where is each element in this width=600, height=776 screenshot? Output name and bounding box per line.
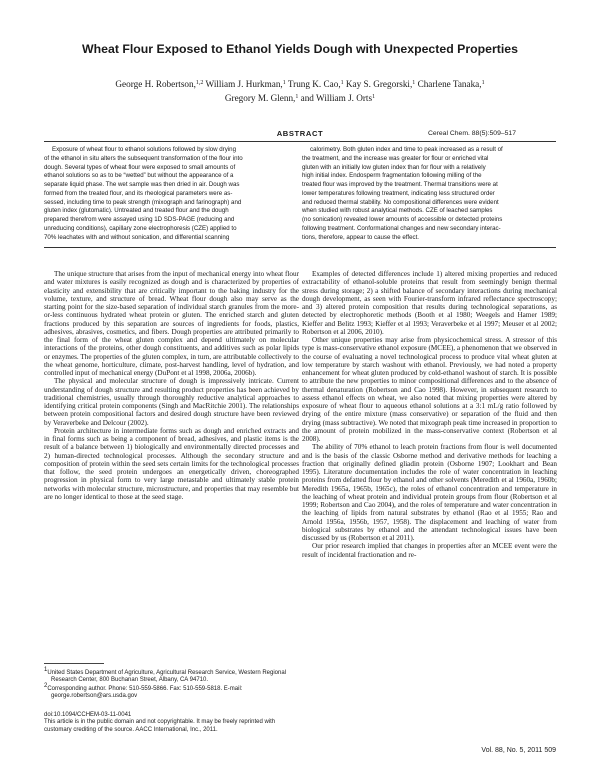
abstract-line: dough. Several types of wheat flour were exposed to small amounts of — [44, 163, 236, 171]
abstract-line: of the ethanol in situ alters the subsequent transformation of the flour into — [44, 154, 243, 162]
abstract-line: treated flour was improved by the treatment. Thermal transitions were at — [302, 181, 498, 188]
body-paragraph: Other unique properties may arise from physicochemical stress. A stressor of this type is mass-conservative ethanol exposure (MCEE), a phenomenon that we observed in the course of evaluating a novel technological process to produce vital wheat gluten at low temperature by starch washout with ethanol. Previously, we had noted a property enhancement for wheat gluten produced by cold-ethanol washout of starch. It is possible to attribute the new properties to minor compositional differences and to the absence of thermal denaturation (Robertson and Cao 1998). However, in subsequent research to assess ethanol effects on wheat, we also noted that mixing properties were altered by exposure of wheat flour to aqueous ethanol solutions at a 3:1 mL/g ratio followed by drying of the entire mixture (mass conservative) or separation of the fluid and then drying (mass subtractive). We noted that mixograph peak time increased in proportion to the amount of protein mobilized in the mass-conservative context (Robertson et al 2008). — [302, 336, 557, 443]
doi-line: doi:10.1094/CCHEM-03-11-0041 — [44, 712, 132, 718]
body-paragraph: The ability of 70% ethanol to leach protein fractions from flour is well documented and is the basis of the classic Osborne method and derivative methods for leaching a fraction that originally defined gliadin protein (Osborne 1907; Lookhart and Bean 1995). Literature documentation includes the role of water concentration in leaching proteins from defatted flour by ethanol and other solvents (Meredith et al 1960a, 1960b; Meredith 1965a, 1965b, 1965c), the roles of ethanol concentration and temperature in the leaching of wheat protein and individual protein groups from flour (Robertson et al 1999; Robertson and Cao 2004), and the roles of temperature and water concentration in the leaching of lipids from natural substrates by ethanol (Rao et al 1955; Rao and Arnold 1956a, 1956b, 1957, 1958). The displacement and leaching of water from biological substrates by ethanol and the attendant technological issues have been discussed by us (Robertson et al 2011). — [302, 443, 557, 542]
body-paragraph: The unique structure that arises from the input of mechanical energy into wheat flour and water mixtures is easily recognized as dough and is characterized by properties of elasticity and extensibility that are critically important to the baking industry for the volume, texture, and structure of bread. Wheat flour dough also may serve as the starting point for the size-based separation of individual starch granules from the more-or-less continuous hydrated wheat protein or gluten. The enriched starch and gluten fractions produced by this separation are sources of ingredients for foods, plastics, adhesives, abrasives, cosmetics, and fibers. Dough properties are attributed primarily to the final form of the wheat gluten complex and depend ultimately on molecular interactions of the proteins, other dough constituents, and additives such as polar lipids or enzymes. The properties of the gluten complex, in turn, are attributable collectively to the wheat genome, horticulture, climate, post-harvest handling, level of hydration, and controlled input of mechanical energy (DuPont et al 1998, 2006a, 2006b). — [44, 270, 299, 377]
abstract-line: gluten with an initially low gluten index than for flour with a relatively — [302, 163, 486, 171]
abstract-line: (no sonication) revealed lower amounts of accessible or detected proteins — [302, 216, 503, 223]
abstract-line: 70% leachates with and without sonication, and differential scanning — [44, 233, 230, 241]
abstract-line: formed from the treated flour, and its rheological parameters were as- — [44, 189, 233, 197]
author-affiliation-mark: 1 — [282, 80, 286, 86]
abstract-line: lower temperatures following treatment, indicating less structured order — [302, 189, 495, 197]
abstract-line: gluten index (glutomatic). Untreated and treated flour and the dough — [44, 207, 229, 215]
abstract-line: calorimetry. Both gluten index and time to peak increased as a result of — [310, 146, 503, 153]
footnote — [44, 667, 300, 685]
abstract-line: the treatment, and the increase was greater for flour or enriched vital — [302, 154, 489, 162]
footnote-text: United States Department of Agriculture, Agricultural Research Service, Western Regional Research Center, 800 Buchanan Street, Albany, CA 94710. — [47, 670, 287, 684]
abstract-header — [0, 127, 600, 140]
author-name: Trung K. Cao, — [285, 79, 341, 89]
abstract-left-column — [44, 146, 298, 242]
author-affiliation-mark: 1 — [481, 80, 485, 86]
body-left-column — [44, 270, 299, 501]
author-name: George H. Robertson, — [115, 79, 196, 89]
body-paragraph: Our prior research implied that changes in properties after an MCEE event were the result of incidental fractionation and re- — [302, 542, 557, 559]
author-name: and William J. Orts — [298, 92, 373, 103]
body-right-column — [302, 270, 557, 559]
abstract-top-rule — [44, 141, 556, 142]
abstract-bottom-rule — [44, 247, 556, 248]
footnote-text: Corresponding author. Phone: 510-559-5866. Fax: 510-559-5818. E-mail: george.robertson@ars.usda.gov — [47, 685, 243, 699]
abstract-line: separate liquid phase. The wet sample was then dried in air. Dough was — [44, 181, 240, 188]
footnote-mark: 2 — [44, 682, 48, 689]
author-line-2 — [55, 92, 545, 106]
abstract-line: prepared therefrom were assayed using 1D SDS-PAGE (reducing and — [44, 216, 235, 223]
author-affiliation-mark: 1 — [372, 93, 376, 100]
page-footer: Vol. 88, No. 5, 2011 509 — [481, 747, 556, 754]
footnote — [44, 682, 300, 701]
abstract-line: high initial index. Endosperm fragmentation following milling of the — [302, 172, 482, 180]
author-list — [55, 78, 545, 105]
footnote-rule — [44, 663, 104, 664]
author-name: Kay S. Gregorski, — [343, 79, 413, 89]
abstract-line: when studied with robust analytical methods. CZE of leached samples — [302, 207, 493, 215]
author-name: William J. Hurkman, — [203, 79, 283, 89]
abstract-right-column — [302, 146, 556, 242]
abstract-line: and reduced thermal stability. No compositional differences were evident — [302, 198, 499, 206]
abstract-line: tions, therefore, appear to cause the effect. — [302, 233, 419, 241]
author-name: Charlene Tanaka, — [415, 79, 482, 89]
footnote-mark: 1 — [44, 667, 48, 673]
abstract-line: sessed, including time to peak strength (mixograph and farinograph) and — [44, 198, 242, 206]
footnotes — [44, 667, 300, 701]
abstract-line: unreducing conditions), capillary zone electrophoresis (CZE) applied to — [44, 224, 237, 232]
article-meta — [44, 712, 300, 734]
article-title: Wheat Flour Exposed to Ethanol Yields Dough with Unexpected Properties — [82, 42, 518, 56]
author-name: Gregory M. Glenn, — [224, 92, 296, 103]
abstract-line: Exposure of wheat flour to ethanol solutions followed by slow drying — [52, 146, 236, 153]
abstract-label: ABSTRACT — [276, 129, 324, 138]
author-affiliation-mark: 1,2 — [195, 80, 204, 86]
author-affiliation-mark: 1 — [340, 80, 344, 86]
body-paragraph: Examples of detected differences include 1) altered mixing properties and reduced extractability of ethanol-soluble proteins that result from seemingly benign thermal stress during storage; 2) a shifted balance of secondary interactions during mechanical dough development, as seen with Fourier-transform infrared reflectance spectroscopy; and 3) altered protein composition that results during technological separations, as detected by electrophoretic methods (Booth et al 1980; Weegels and Hamer 1989; Kieffer and Belitz 1993; Kieffer et al 1993; Veraverbeke et al 1997; Meuser et al 2002; Robertson et al 2006, 2010). — [302, 270, 557, 336]
abstract-line: ethanol solutions so as to be “wetted” but without the appearance of a — [44, 172, 234, 180]
body-paragraph: Protein architecture in intermediate forms such as dough and enriched extracts and in final forms such as being a component of bread, adhesives, and plastic items is the result of a balance between 1) biologically and environmentally directed processes and 2) human-directed technological processes. Although the secondary structure and composition of protein within the seed sets certain limits for the technological processes that follow, the seed protein undergoes an energetically driven, choreographed progression in physical form to very large metastable and ultimately stable protein networks with molecular structure, microstructure, and properties that may resemble but are no longer identical to those at the seed stage. — [44, 426, 299, 501]
author-line-1 — [55, 78, 545, 92]
public-domain-notice: This article is in the public domain and not copyrightable. It may be freely reprinted with customary crediting of the source. AACC International, Inc., 2011. — [44, 719, 276, 733]
author-affiliation-mark: 1 — [412, 80, 416, 86]
abstract-line: following treatment. Conformational changes and new secondary interac- — [302, 224, 501, 232]
journal-citation: Cereal Chem. 88(5):509–517 — [427, 130, 516, 137]
author-affiliation-mark: 1 — [295, 93, 299, 100]
body-paragraph: The physical and molecular structure of dough is impressively intricate. Current understanding of dough structure and resulting product properties has been achieved by traditional chemistries, usually through thoroughly reductive analytical approaches to identifying critical protein components (Singh and MacRitchie 2001). The relationships between protein compositional factors and desired dough structure have been reviewed by Veraverbeke and Delcour (2002). — [44, 377, 299, 427]
